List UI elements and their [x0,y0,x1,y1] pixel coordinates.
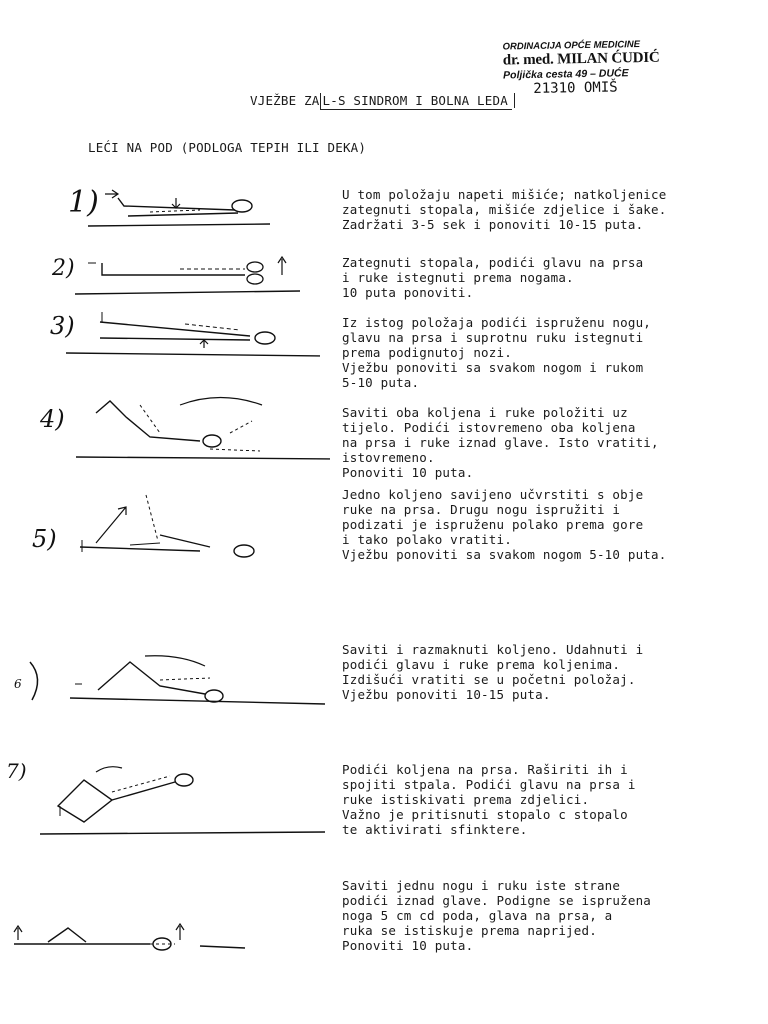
exercise-6-line-1: Saviti i razmaknuti koljeno. Udahnuti i [342,642,644,657]
exercise-7-line-3: ruke istiskivati prema zdjelici. [342,792,590,807]
exercise-7-line-5: te aktivirati sfinktere. [342,822,528,837]
exercise-3-line-3: prema podignutoj nozi. [342,345,512,360]
exercise-1-line-3: Zadržati 3-5 sek i ponoviti 10-15 puta. [342,217,644,232]
exercise-5-line-3: podizati je ispruženu polako prema gore [342,517,644,532]
exercise-6-text [342,642,672,702]
exercise-2-text [342,255,672,300]
exercise-6-figure [0,640,330,720]
exercise-3-line-1: Iz istog položaja podići ispruženu nogu, [342,315,652,330]
exercise-4-line-4: istovremeno. [342,450,435,465]
exercise-5-text [342,487,672,562]
page-title [250,93,515,108]
exercise-5-figure [0,485,320,570]
stamp-line-4: 21310 OMIŠ [533,79,618,97]
exercise-8-text [342,878,672,953]
exercise-1-figure [0,170,320,240]
exercise-7-line-1: Podići koljena na prsa. Raširiti ih i [342,762,628,777]
exercise-6-line-3: Izdišući vratiti se u početni položaj. [342,672,636,687]
exercise-8-line-2: podići iznad glave. Podigne se ispružena [342,893,652,908]
exercise-4-figure [0,385,330,470]
exercise-4-text [342,405,672,480]
exercise-5-number: 5) [32,525,57,553]
title-prefix: VJEŽBE ZA [250,93,320,108]
exercise-3-line-2: glavu na prsa i suprotnu ruku istegnuti [342,330,644,345]
exercise-7-number: 7) [6,759,27,783]
exercise-5-line-4: i tako polako vratiti. [342,532,512,547]
exercise-1-line-2: zategnuti stopala, mišiće zdjelice i šake. [342,202,667,217]
exercise-2-line-2: i ruke istegnuti prema nogama. [342,270,574,285]
exercise-7-line-2: spojiti stpala. Podići glavu na prsa i [342,777,636,792]
exercise-5-line-1: Jedno koljeno savijeno učvrstiti s obje [342,487,644,502]
exercise-2-figure [0,245,320,305]
exercise-4-line-2: tijelo. Podići istovremeno oba koljena [342,420,636,435]
exercise-2-line-3: 10 puta ponoviti. [342,285,474,300]
exercise-3-figure [0,300,320,372]
exercise-6-line-4: Vježbu ponoviti 10-15 puta. [342,687,551,702]
exercise-4-line-5: Ponoviti 10 puta. [342,465,474,480]
exercise-2-number: 2) [52,256,75,281]
exercise-8-figure [0,910,330,960]
exercise-8-line-1: Saviti jednu nogu i ruku iste strane [342,878,621,893]
exercise-7-text [342,762,672,837]
exercise-1-line-1: U tom položaju napeti mišiće; natkoljenice [342,187,667,202]
exercise-8-line-5: Ponoviti 10 puta. [342,938,474,953]
exercise-2-line-1: Zategnuti stopala, podići glavu na prsa [342,255,644,270]
exercise-7-figure [0,750,330,840]
exercise-3-line-4: Vježbu ponoviti sa svakom nogom i rukom [342,360,644,375]
exercise-4-line-1: Saviti oba koljena i ruke položiti uz [342,405,628,420]
exercise-4-line-3: na prsa i ruke iznad glave. Isto vratiti, [342,435,659,450]
exercise-8-line-4: ruka se istiskuje prema naprijed. [342,923,597,938]
exercise-7-line-4: Važno je pritisnuti stopalo c stopalo [342,807,628,822]
exercise-6-number-label: 6 [14,677,22,691]
stamp-line-3: Poljička cesta 49 – DUĆE [503,67,629,82]
exercise-5-line-2: ruke na prsa. Drugu nogu ispružiti i [342,502,621,517]
exercise-5-line-5: Vježbu ponoviti sa svakom nogom 5-10 puta. [342,547,667,562]
exercise-1-text [342,187,672,232]
exercise-6-line-2: podići glavu i ruke prema koljenima. [342,657,621,672]
exercise-3-text [342,315,672,390]
exercise-4-number: 4) [40,405,65,433]
clinic-stamp [503,39,672,98]
exercise-8-line-3: noga 5 cm cd poda, glava na prsa, a [342,908,613,923]
page-subtitle: LEĆI NA POD (PODLOGA TEPIH ILI DEKA) [88,140,367,155]
title-main: L-S SINDROM I BOLNA LEDA [320,93,512,110]
exercise-1-number: 1) [68,185,99,220]
stamp-line-2: dr. med. MILAN ĆUDIĆ [502,49,660,69]
exercise-3-number: 3) [50,312,75,340]
exercise-3-line-5: 5-10 puta. [342,375,420,390]
stamp-line-1: ORDINACIJA OPĆE MEDICINE [502,39,641,53]
